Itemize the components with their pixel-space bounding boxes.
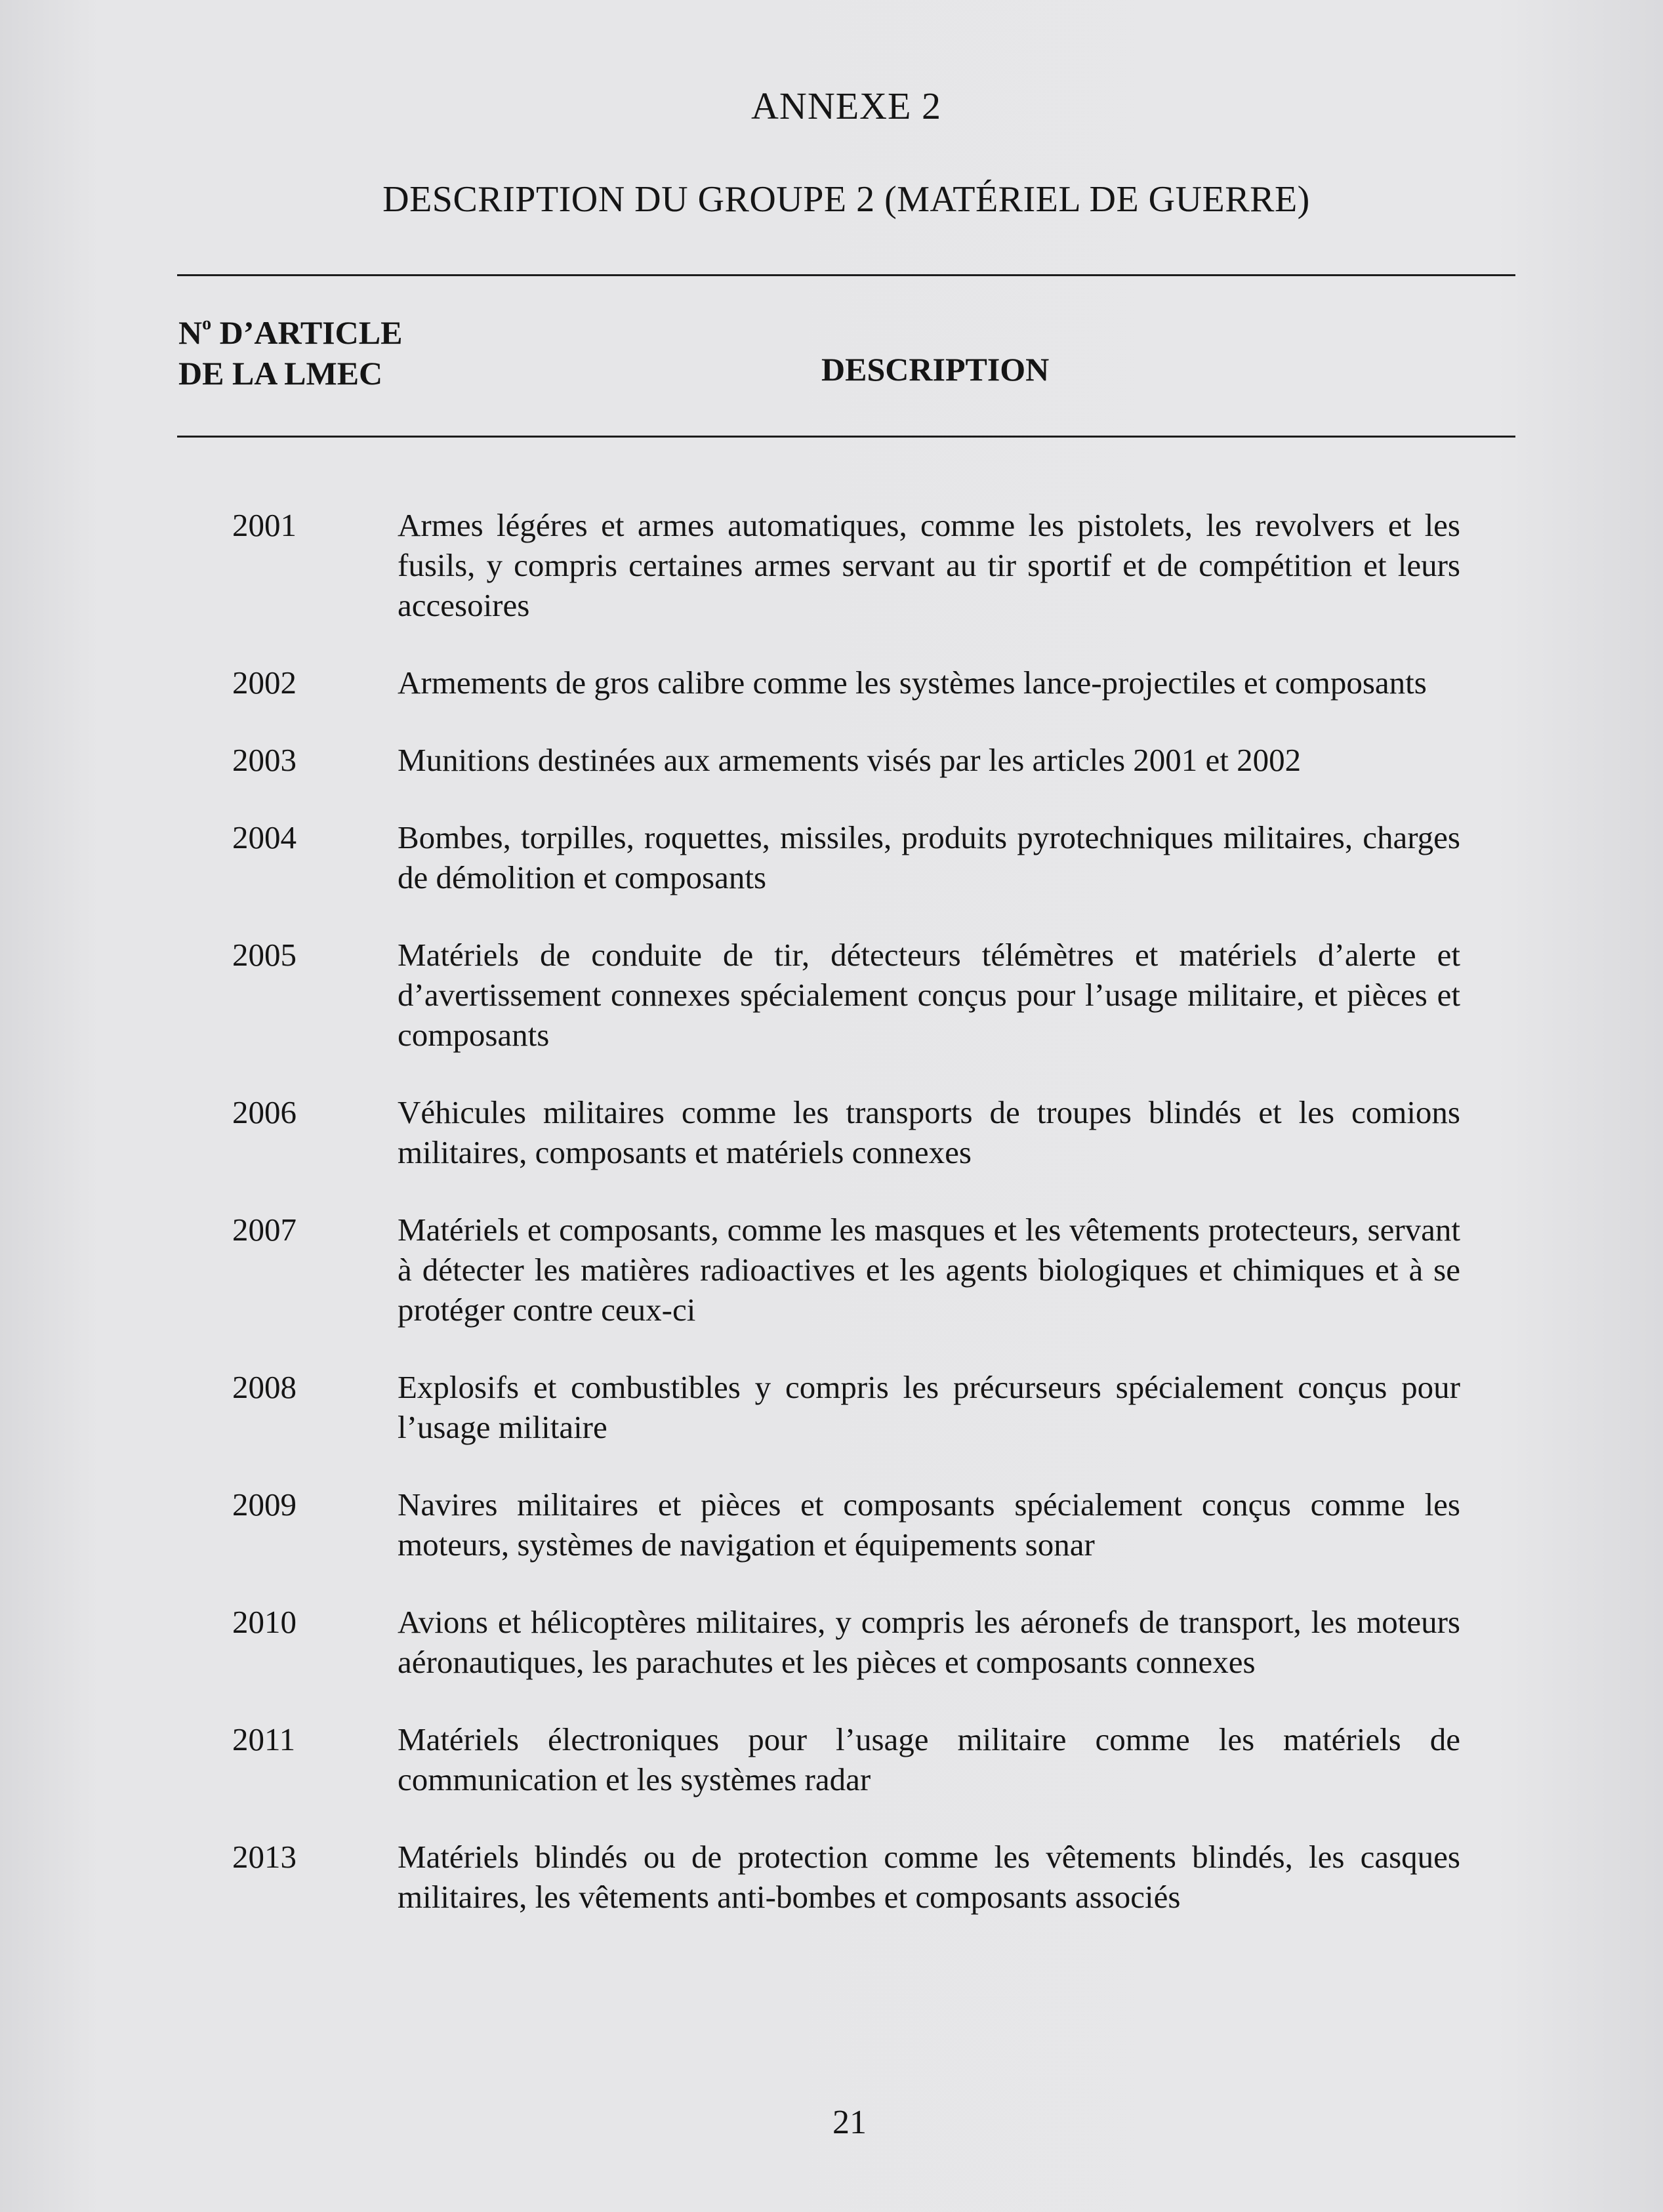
article-description: Matériels blindés ou de protection comme les vêtements blindés, les casques militaires, les vêtements anti-bombes et composants associés	[398, 1839, 1460, 1915]
column-header-article-number	[178, 312, 402, 394]
article-number: 2002	[232, 665, 297, 701]
article-description: Armements de gros calibre comme les systèmes lance-projectiles et composants	[398, 665, 1427, 701]
article-description: Armes légéres et armes automatiques, comme les pistolets, les revolvers et les fusils, y compris certaines armes servant au tir sportif et de compétition et leurs accesoires	[398, 507, 1460, 623]
article-row	[0, 1092, 1663, 1172]
article-number: 2007	[232, 1212, 297, 1248]
article-description: Matériels et composants, comme les masques et les vêtements protecteurs, servant à détecter les matières radioactives et les agents biologiques et chimiques et à se protéger contre ceux-ci	[398, 1212, 1460, 1328]
article-number: 2001	[232, 507, 297, 543]
column-header-number-prefix: N	[178, 314, 203, 351]
column-header-number-sup: o	[202, 314, 212, 334]
article-number: 2011	[232, 1721, 296, 1757]
article-row	[0, 663, 1663, 703]
article-description: Matériels électroniques pour l’usage militaire comme les matériels de communication et les systèmes radar	[398, 1721, 1460, 1797]
article-description: Navires militaires et pièces et composants spécialement conçus comme les moteurs, systèmes de navigation et équipements sonar	[398, 1486, 1460, 1563]
article-list	[0, 505, 1663, 1954]
article-number: 2005	[232, 937, 297, 973]
column-header-description: DESCRIPTION	[821, 351, 1050, 388]
article-row	[0, 1210, 1663, 1330]
article-row	[0, 1719, 1663, 1799]
document-title: DESCRIPTION DU GROUPE 2 (MATÉRIEL DE GUERRE)	[382, 179, 1310, 220]
article-row	[0, 1837, 1663, 1917]
article-row	[0, 1602, 1663, 1682]
article-number: 2010	[232, 1604, 297, 1640]
article-description: Matériels de conduite de tir, détecteurs télémètres et matériels d’alerte et d’avertissement connexes spécialement conçus pour l’usage militaire, et pièces et composants	[398, 937, 1460, 1053]
article-number: 2006	[232, 1094, 297, 1130]
column-header-number-line1: D’ARTICLE	[211, 314, 403, 351]
article-number: 2004	[232, 819, 297, 855]
article-description: Véhicules militaires comme les transports de troupes blindés et les comions militaires, composants et matériels connexes	[398, 1094, 1460, 1170]
article-number: 2003	[232, 742, 297, 778]
article-description: Explosifs et combustibles y compris les précurseurs spécialement conçus pour l’usage militaire	[398, 1369, 1460, 1445]
article-row	[0, 1485, 1663, 1565]
header-top-rule	[177, 274, 1515, 276]
article-number: 2009	[232, 1486, 297, 1523]
article-description: Bombes, torpilles, roquettes, missiles, produits pyrotechniques militaires, charges de démolition et composants	[398, 819, 1460, 895]
article-row	[0, 740, 1663, 780]
article-number: 2013	[232, 1839, 297, 1875]
page-number: 21	[832, 2104, 867, 2141]
article-row	[0, 505, 1663, 625]
article-description: Avions et hélicoptères militaires, y compris les aéronefs de transport, les moteurs aéronautiques, les parachutes et les pièces et composants connexes	[398, 1604, 1460, 1680]
column-header-number-line2: DE LA LMEC	[178, 355, 383, 392]
article-description: Munitions destinées aux armements visés par les articles 2001 et 2002	[398, 742, 1302, 778]
article-number: 2008	[232, 1369, 297, 1405]
article-row	[0, 1367, 1663, 1447]
header-bottom-rule	[177, 436, 1515, 438]
article-row	[0, 817, 1663, 897]
annex-title: ANNEXE 2	[751, 85, 941, 127]
article-row	[0, 935, 1663, 1055]
